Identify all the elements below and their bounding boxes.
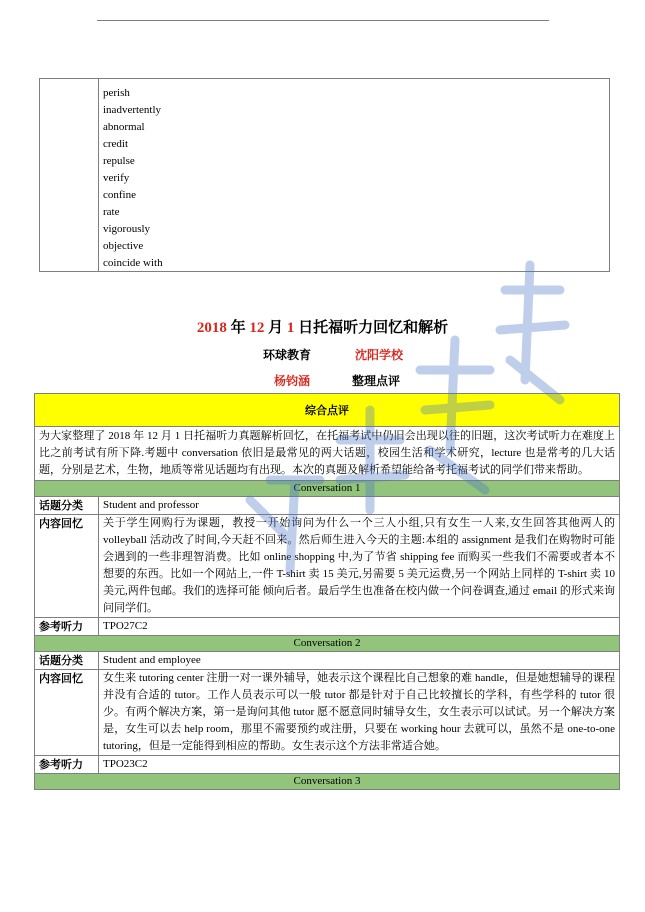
title-nian: 年 [226,320,250,336]
reference-label: 参考听力 [35,756,99,774]
conversation-2-header: Conversation 2 [35,636,620,652]
title-rest: 日托福听力回忆和解析 [294,320,449,336]
vocab-word: repulse [103,155,135,167]
vocab-word: vigorously [103,223,151,235]
title-day: 1 [286,320,295,336]
review-table [34,393,620,790]
summary-text: 为大家整理了 2018 年 12 月 1 日托福听力真题解析回忆，在托福考试中仍旧会出现以往的旧题，这次考试听力在难度上比之前考试有所下降.考题中 conversation 依旧是最常见的两大话题，校园生活和学术研究，lecture 也是常考的几大话题，分别是艺术，生物，地质等常见话题均有出现。本次的真题及解析希望能给备考托福考试的同学们带来帮助。 [35,427,620,481]
title-year: 2018 [196,320,227,336]
topic-value: Student and employee [99,652,620,670]
org-name: 环球教育 [263,348,312,362]
page-title [0,316,645,337]
vocabulary-empty-cell [40,79,99,271]
conversation-3-header: Conversation 3 [35,774,620,790]
reference-label: 参考听力 [35,618,99,636]
author-name: 杨钧涵 [274,374,311,388]
vocabulary-list [103,85,163,272]
content-label: 内容回忆 [35,670,99,756]
summary-heading: 综合点评 [35,394,620,427]
title-month: 12 [249,320,265,336]
vocab-word: confine [103,189,136,201]
topic-value: Student and professor [99,497,620,515]
header-rule [97,20,549,21]
topic-label: 话题分类 [35,652,99,670]
reference-value: TPO23C2 [99,756,620,774]
vocab-word: credit [103,138,129,150]
conversation-1-header: Conversation 1 [35,481,620,497]
content-text: 女生来 tutoring center 注册一对一课外辅导，她表示这个课程比自己想象的难 handle，但是她想辅导的课程并没有合适的 tutor。工作人员表示可以一般 tutor 都是针对于自己比较擅长的学科，有些学科的 tutor 很少。有两个解决方案，第一是询问其他 tutor 愿不愿意同时辅导女生，女生表示可以试试。另一个解决方案是，女生可以去 help room，那里不需要预约或注册，只要在 working hour 去就可以，虽然不是 one-to-one tutoring，但是一定能得到相应的帮助。女生表示这个方法非常适合她。 [99,670,620,756]
reference-value: TPO27C2 [99,618,620,636]
school-name: 沈阳学校 [355,348,404,362]
author-role: 整理点评 [352,374,401,388]
vocab-word: inadvertently [103,104,162,116]
content-label: 内容回忆 [35,515,99,618]
vocab-word: perish [103,87,130,99]
vocab-word: verify [103,172,130,184]
vocab-word: abnormal [103,121,145,133]
vocab-word: coincide with [103,257,163,269]
vocabulary-table [39,78,610,272]
vocab-word: rate [103,206,120,218]
content-text: 关于学生网购行为课题，教授一开始询问为什么一个三人小组,只有女生一人来,女生回答其他两人的 volleyball 活动改了时间,今天赶不回来。然后师生进入今天的主题:本组的 assignment 是我们在购物时可能会遇到的一些非理智消费。比如 online shopping 中,为了节省 shipping fee 而购买一些我们不需要或者本不想要的东西。比如一个网站上,一件 T-shirt 卖 15 美元,另需要 5 美元运费,另一个网站上同样的 T-shirt 卖 10 美元,两件包邮。我们的选择可能 倾向后者。最后学生也准备在校内做一个问卷调查,通过 email 的形式来询问同学们。 [99,515,620,618]
title-yue: 月 [264,320,287,336]
vocab-word: objective [103,240,144,252]
topic-label: 话题分类 [35,497,99,515]
